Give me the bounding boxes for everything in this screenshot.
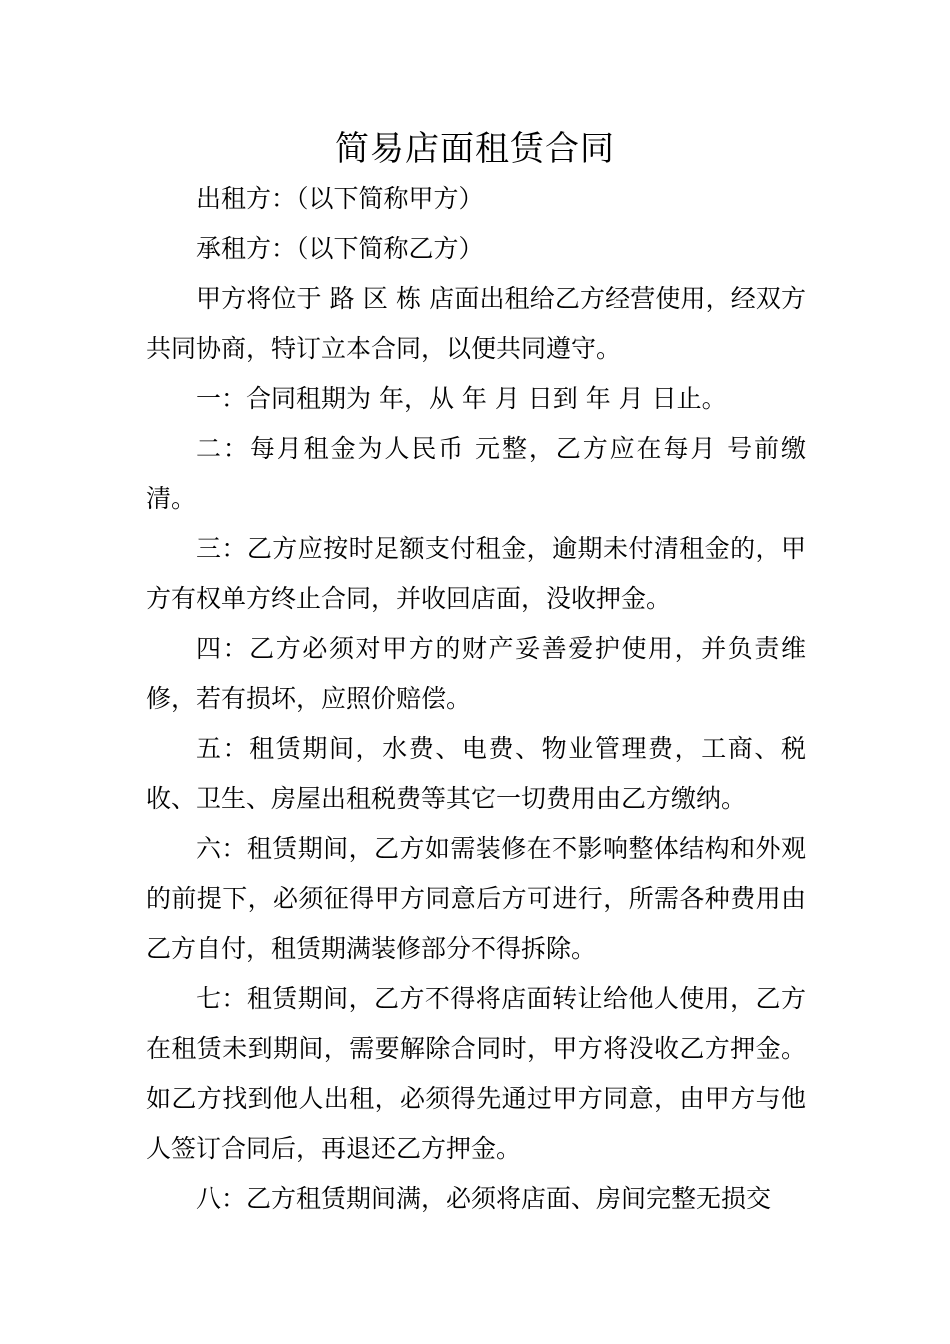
clause-4: 四：乙方必须对甲方的财产妥善爱护使用，并负责维修，若有损坏，应照价赔偿。 — [146, 634, 806, 713]
clause-5: 五：租赁期间，水费、电费、物业管理费，工商、税收、卫生、房屋出租税费等其它一切费用由乙方缴纳。 — [146, 734, 806, 813]
clause-2: 二：每月租金为人民币 元整，乙方应在每月 号前缴清。 — [146, 434, 806, 513]
clause-3: 三：乙方应按时足额支付租金，逾期未付清租金的，甲方有权单方终止合同，并收回店面，没收押金。 — [146, 534, 806, 613]
clause-8: 八：乙方租赁期间满，必须将店面、房间完整无损交 — [196, 1184, 772, 1213]
paragraph-lessor: 出租方：（以下简称甲方） — [196, 184, 484, 213]
clause-1: 一：合同租期为 年，从 年 月 日到 年 月 日止。 — [196, 384, 727, 413]
document-title: 简易店面租赁合同 — [335, 129, 615, 169]
paragraph-lessee: 承租方：（以下简称乙方） — [196, 234, 484, 263]
paragraph-preamble: 甲方将位于 路 区 栋 店面出租给乙方经营使用，经双方共同协商，特订立本合同，以便共同遵守。 — [146, 284, 806, 363]
clause-7: 七：租赁期间，乙方不得将店面转让给他人使用，乙方在租赁未到期间，需要解除合同时，甲方将没收乙方押金。如乙方找到他人出租，必须得先通过甲方同意，由甲方与他人签订合同后，再退还乙方押金。 — [146, 984, 806, 1163]
contract-body — [146, 174, 806, 1224]
clause-6: 六：租赁期间，乙方如需装修在不影响整体结构和外观的前提下，必须征得甲方同意后方可进行，所需各种费用由乙方自付，租赁期满装修部分不得拆除。 — [146, 834, 806, 963]
